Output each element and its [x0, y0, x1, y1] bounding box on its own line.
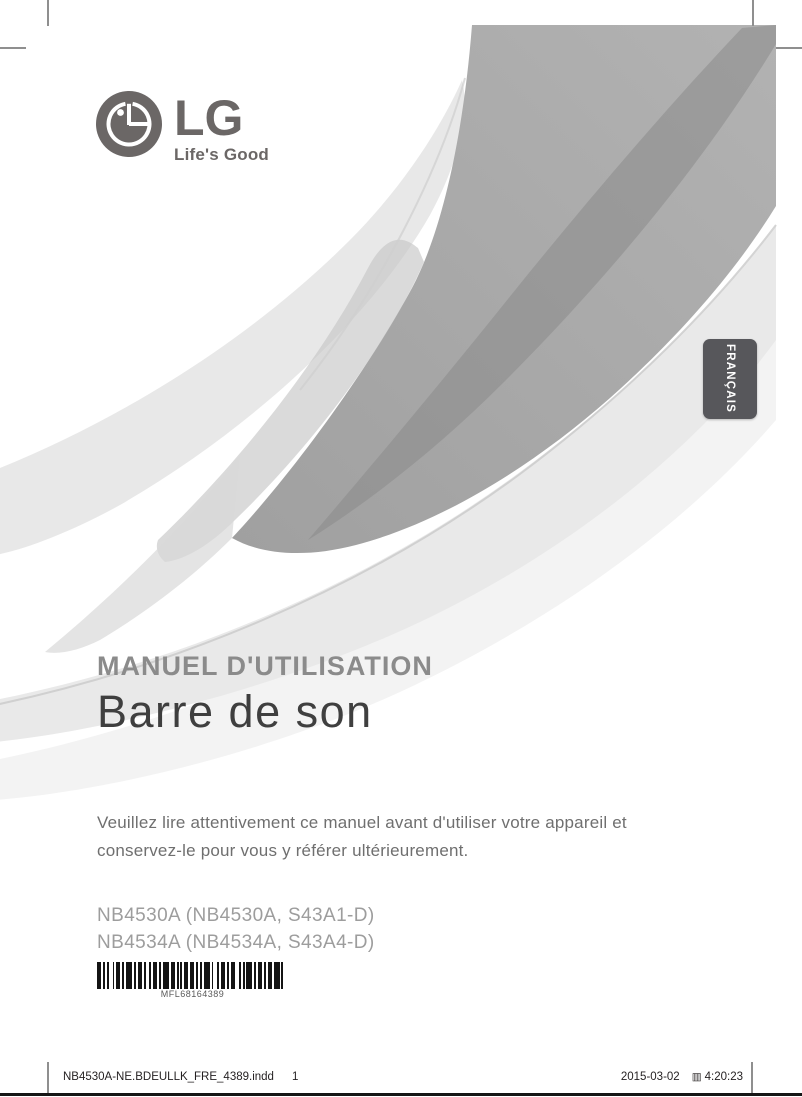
- footer-right: [621, 1071, 743, 1083]
- crop-mark-bottom-left-vertical: [47, 1062, 49, 1093]
- footer-rule: [0, 1093, 802, 1096]
- lg-tagline: Life's Good: [174, 145, 270, 164]
- footer-page-number: 1: [291, 1071, 299, 1083]
- footer-time: 4:20:23: [704, 1071, 743, 1083]
- lg-emblem-icon: [95, 90, 163, 158]
- lg-logo: [95, 90, 269, 165]
- model-list: [97, 902, 375, 956]
- barcode-number: MFL68164389: [160, 989, 225, 999]
- page-title: Barre de son: [97, 686, 373, 737]
- crop-mark-top-right-horizontal: [776, 47, 802, 49]
- intro-paragraph: [97, 809, 627, 865]
- footer-left: [63, 1071, 298, 1083]
- lg-wordmark: LG: [174, 90, 244, 146]
- model-line-2: NB4534A (NB4534A, S43A4-D): [97, 932, 375, 953]
- crop-mark-top-left-vertical: [47, 0, 49, 26]
- crop-mark-top-right-vertical: [752, 0, 754, 26]
- barcode: [97, 962, 288, 999]
- footer-date: 2015-03-02: [620, 1071, 680, 1083]
- crop-mark-top-left-horizontal: [0, 47, 26, 49]
- footer-pm-glyph: ▥: [691, 1071, 702, 1083]
- title-block: [97, 651, 433, 738]
- intro-line-2: conservez-le pour vous y référer ultérieurement.: [97, 841, 469, 860]
- model-line-1: NB4530A (NB4530A, S43A1-D): [97, 905, 375, 926]
- footer-filename: NB4530A-NE.BDEULLK_FRE_4389.indd: [63, 1071, 274, 1083]
- doc-type-label: MANUEL D'UTILISATION: [97, 651, 433, 681]
- intro-line-1: Veuillez lire attentivement ce manuel avant d'utiliser votre appareil et: [97, 813, 627, 832]
- language-tab: [703, 339, 757, 419]
- barcode-bars: [97, 962, 288, 989]
- language-tab-label: FRANÇAIS: [724, 344, 736, 414]
- crop-mark-bottom-right-vertical: [751, 1062, 753, 1093]
